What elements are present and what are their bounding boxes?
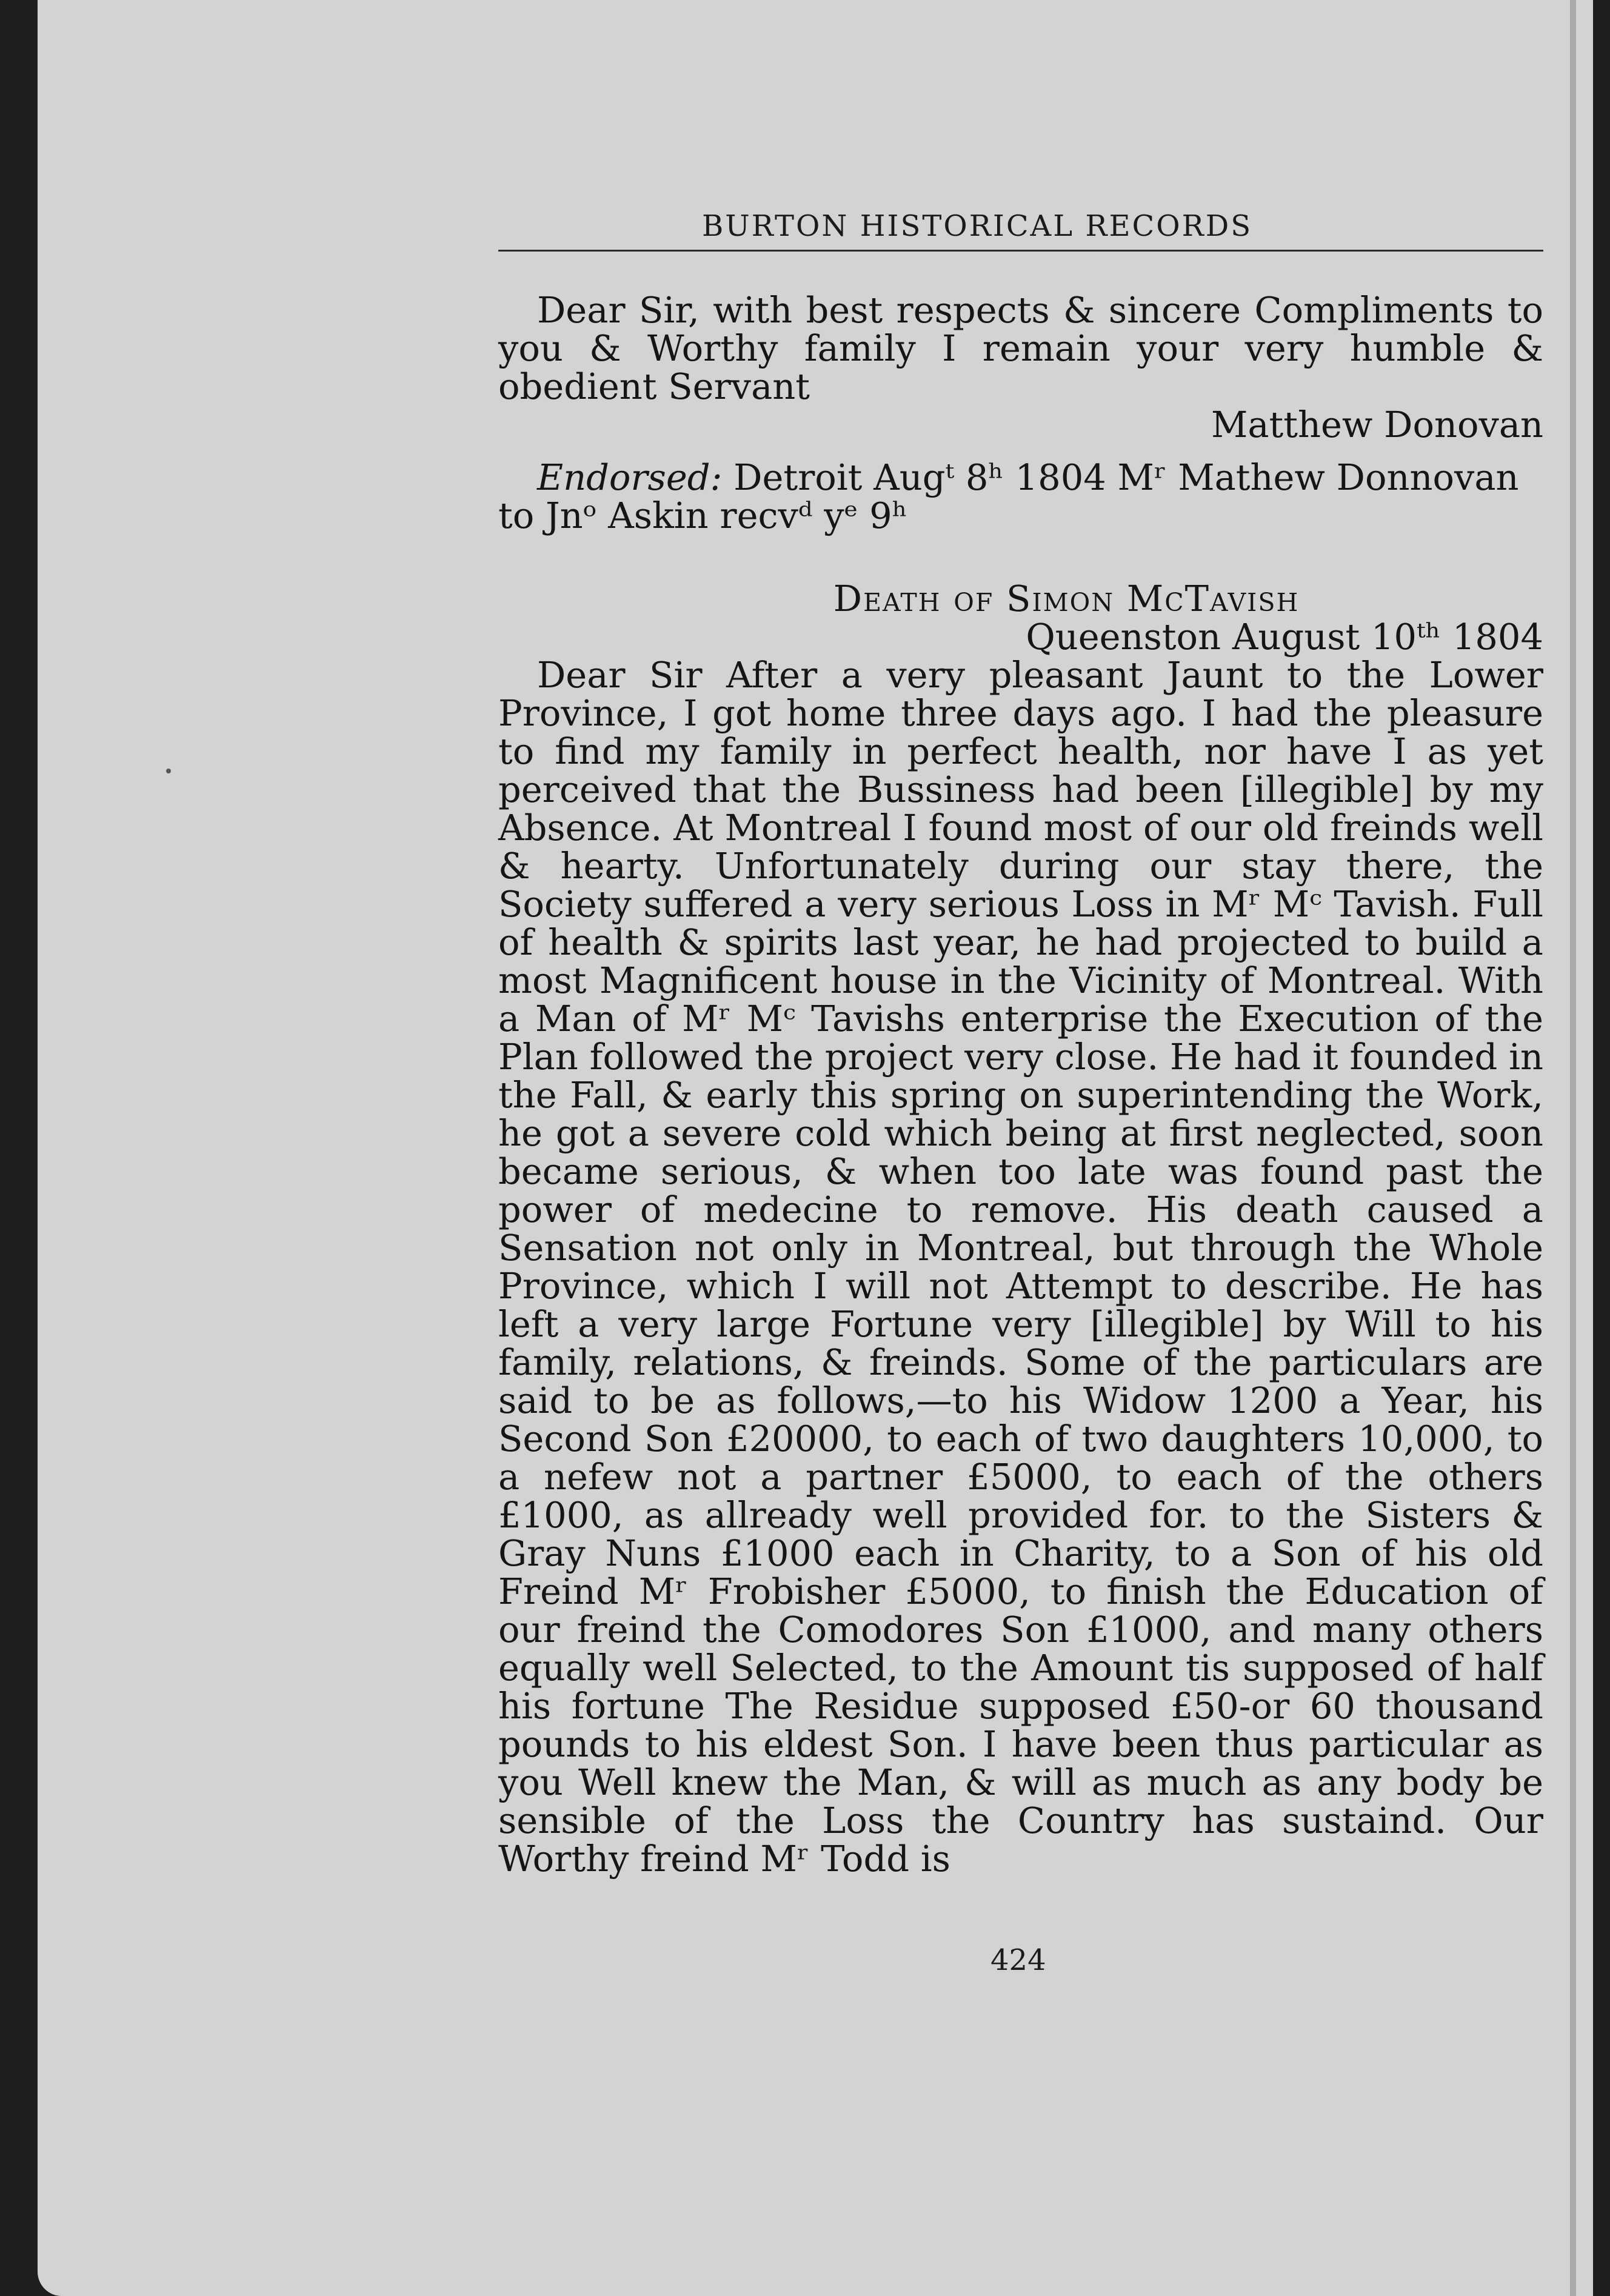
scanned-page — [38, 0, 1593, 2296]
endorsement-line-2: to Jnᵒ Askin recvᵈ yᵉ 9ʰ — [498, 495, 908, 536]
section-title: Death of Simon McTavish — [833, 578, 1300, 619]
endorsement-text: Detroit Augᵗ 8ʰ 1804 Mʳ Mathew Donnovan — [722, 456, 1519, 498]
header-rule — [498, 250, 1543, 252]
endorsement-label: Endorsed: — [537, 456, 723, 498]
page-body — [498, 291, 1543, 1878]
letter-body: Dear Sir After a very pleasant Jaunt to the Lower Province, I got home three days ago. I had the pleasure to find my family in perfect health, nor have I as yet perceived that the Bussiness had been [illegible] by my Absence. At Montreal I found most of our old freinds well & hearty. Unfortunately during our stay there, the Society suffered a very serious Loss in Mʳ Mᶜ Tavish. Full of health & spirits last year, he had projected to build a most Magnificent house in the Vicinity of Montreal. With a Man of Mʳ Mᶜ Tavishs enterprise the Execution of the Plan followed the project very close. He had it founded in the Fall, & early this spring on superintending the Work, he got a severe cold which being at first neglected, soon became serious, & when too late was found past the power of medecine to remove. His death caused a Sensation not only in Montreal, but through the Whole Province, which I will not Attempt to describe. He has left a very large Fortune very [illegible] by Will to his family, relations, & freinds. Some of the particulars are said to be as follows,—to his Widow 1200 a Year, his Second Son £20000, to each of two daughters 10,000, to a nefew not a partner £5000, to each of the others £1000, as allready well provided for. to the Sisters & Gray Nuns £1000 each in Charity, to a Son of his old Freind Mʳ Frobisher £5000, to finish the Education of our freind the Comodores Son £1000, and many others equally well Selected, to the Amount tis supposed of half his fortune The Residue supposed £50-or 60 thousand pounds to his eldest Son. I have been thus particular as you Well knew the Man, & will as much as any body be sensible of the Loss the Country has sustaind. Our Worthy freind Mʳ Todd is — [498, 654, 1543, 1880]
page-number: 424 — [990, 1943, 1046, 1977]
spacer — [498, 535, 1543, 579]
dateline: Queenston August 10ᵗʰ 1804 — [1026, 616, 1543, 658]
ink-speck — [166, 769, 171, 773]
letter-closing: Dear Sir, with best respects & sincere Compliments to you & Worthy family I remain your very humble & obedient Servant — [498, 289, 1543, 407]
running-header: BURTON HISTORICAL RECORDS — [702, 209, 1253, 243]
endorsement-line-1 — [498, 458, 1543, 496]
page-edge — [1570, 0, 1576, 2296]
signature: Matthew Donovan — [1211, 404, 1543, 446]
